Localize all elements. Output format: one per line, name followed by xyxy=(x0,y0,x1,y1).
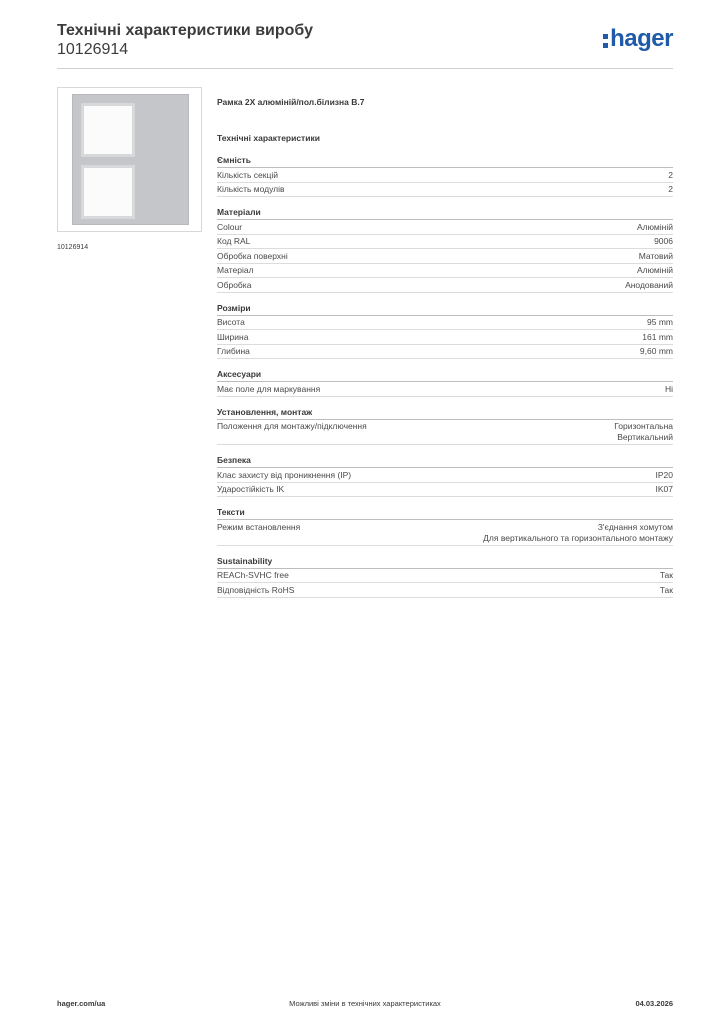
spec-value-line: Алюміній xyxy=(637,265,673,275)
spec-value-line: Вертикальний xyxy=(617,432,673,442)
spec-value-line: Горизонтальна xyxy=(614,421,673,431)
spec-value xyxy=(668,170,673,181)
spec-value xyxy=(665,384,673,395)
section-title: Ємність xyxy=(217,153,673,168)
spec-label: Матеріал xyxy=(217,265,254,275)
spec-value-line: IP20 xyxy=(655,469,673,480)
spec-value-line: Анодований xyxy=(625,279,673,290)
spec-value-line: 9006 xyxy=(654,236,673,246)
spec-label: Положення для монтажу/підключення xyxy=(217,421,367,431)
spec-value xyxy=(637,265,673,276)
spec-section xyxy=(217,405,673,446)
document-title: Технічні характеристики виробу xyxy=(57,22,313,39)
spec-row xyxy=(217,220,673,235)
frame-opening-top xyxy=(81,103,135,157)
spec-value-line: Ні xyxy=(664,383,673,394)
logo-text: hager xyxy=(610,25,673,52)
double-frame-illustration xyxy=(72,94,189,225)
spec-row xyxy=(217,264,673,279)
spec-row xyxy=(217,345,673,360)
header-divider xyxy=(57,68,673,69)
spec-label: Код RAL xyxy=(217,236,251,246)
spec-label: REACh-SVHC free xyxy=(217,570,289,580)
spec-value xyxy=(642,332,673,343)
footer-date: 04.03.2026 xyxy=(635,999,673,1008)
section-title: Установлення, монтаж xyxy=(217,405,673,420)
spec-label: Глибина xyxy=(217,346,250,356)
spec-section xyxy=(217,153,673,197)
spec-value-line: Так xyxy=(659,584,673,595)
frame-opening-bottom xyxy=(81,165,135,219)
spec-row xyxy=(217,382,673,397)
spec-value xyxy=(656,484,674,495)
spec-sections xyxy=(217,153,673,598)
spec-value-line: Так xyxy=(659,570,673,580)
logo-dots-icon xyxy=(603,34,608,48)
spec-label: Кількість модулів xyxy=(217,184,285,194)
spec-content xyxy=(217,95,673,598)
product-image-caption: 10126914 xyxy=(57,244,89,251)
section-title: Безпека xyxy=(217,453,673,468)
spec-value xyxy=(625,280,673,291)
spec-value-line: IK07 xyxy=(655,484,673,494)
product-image xyxy=(57,87,202,232)
spec-section xyxy=(217,301,673,360)
spec-value-line: 9,60 mm xyxy=(639,346,673,356)
spec-value xyxy=(637,222,673,233)
hager-logo xyxy=(603,26,673,52)
spec-value xyxy=(483,522,673,544)
product-name: Рамка 2X алюміній/пол.білизна B.7 xyxy=(217,97,365,107)
spec-label: Має поле для маркування xyxy=(217,383,321,394)
spec-value xyxy=(660,585,673,596)
spec-label: Обробка поверхні xyxy=(217,250,288,261)
spec-section xyxy=(217,367,673,397)
spec-value-line: 161 mm xyxy=(642,331,673,342)
spec-section xyxy=(217,505,673,546)
spec-row xyxy=(217,330,673,345)
spec-row xyxy=(217,520,673,546)
footer-notice: Можливі зміни в технічних характеристиках xyxy=(289,999,441,1008)
spec-section xyxy=(217,554,673,598)
page-header xyxy=(57,20,673,70)
section-title: Матеріали xyxy=(217,205,673,220)
spec-value xyxy=(656,470,674,481)
spec-value-line: З'єднання хомутом xyxy=(597,521,673,532)
spec-row xyxy=(217,168,673,183)
spec-section xyxy=(217,205,673,293)
spec-value xyxy=(614,421,673,443)
spec-value xyxy=(654,236,673,247)
spec-value-line: 95 mm xyxy=(647,317,673,327)
spec-row xyxy=(217,278,673,293)
spec-label: Режим встановлення xyxy=(217,521,301,532)
spec-row xyxy=(217,249,673,264)
spec-label: Клас захисту від проникнення (IP) xyxy=(217,469,352,480)
spec-row xyxy=(217,583,673,598)
section-title: Розміри xyxy=(217,301,673,316)
spec-value xyxy=(639,251,673,262)
spec-row xyxy=(217,183,673,198)
page-footer xyxy=(57,999,673,1011)
spec-row xyxy=(217,468,673,483)
spec-value xyxy=(647,317,673,328)
spec-label: Colour xyxy=(217,221,243,232)
spec-value-line: Для вертикального та горизонтального монтажу xyxy=(483,532,673,543)
spec-row xyxy=(217,420,673,446)
spec-label: Ширина xyxy=(217,331,249,342)
section-title: Sustainability xyxy=(217,554,673,569)
spec-label: Ударостійкість IK xyxy=(217,484,285,494)
spec-value xyxy=(660,570,673,581)
document-product-code: 10126914 xyxy=(57,41,129,58)
footer-website: hager.com/ua xyxy=(57,999,106,1008)
spec-label: Обробка xyxy=(217,279,252,290)
spec-value-line: Матовий xyxy=(638,250,673,261)
spec-value xyxy=(668,184,673,195)
spec-value xyxy=(640,346,673,357)
section-title: Аксесуари xyxy=(217,367,673,382)
spec-heading: Технічні характеристики xyxy=(217,133,320,143)
spec-row xyxy=(217,235,673,250)
spec-section xyxy=(217,453,673,497)
spec-row xyxy=(217,316,673,331)
spec-label: Кількість секцій xyxy=(217,169,278,180)
section-title: Тексти xyxy=(217,505,673,520)
spec-row xyxy=(217,569,673,584)
spec-value-line: Алюміній xyxy=(637,221,673,232)
spec-value-line: 2 xyxy=(668,184,673,194)
spec-row xyxy=(217,483,673,498)
spec-label: Відповідність RoHS xyxy=(217,584,295,595)
spec-label: Висота xyxy=(217,317,245,327)
spec-value-line: 2 xyxy=(668,169,673,180)
